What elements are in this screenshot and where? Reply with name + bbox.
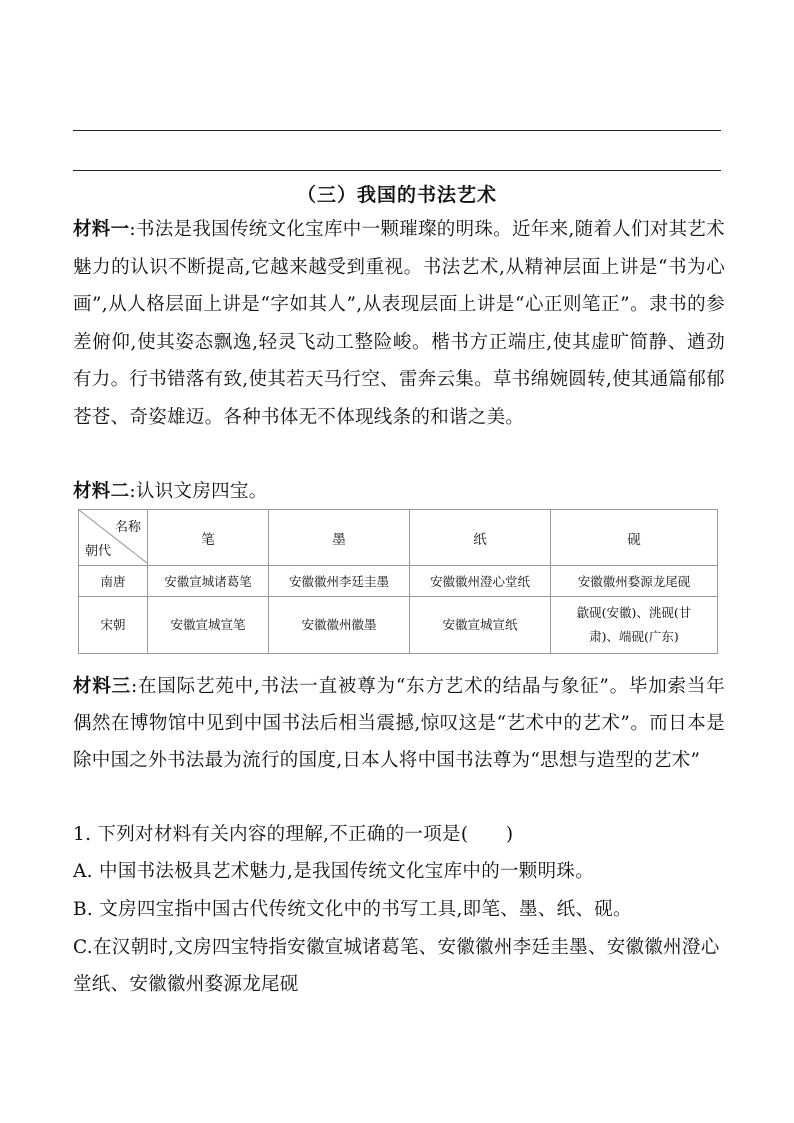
material-3 [73, 668, 725, 779]
dynasty-cell: 南唐 [79, 566, 148, 597]
dynasty-cell: 宋朝 [79, 597, 148, 654]
top-rule-2 [73, 170, 721, 171]
material-3-text: :在国际艺苑中,书法一直被尊为“东方艺术的结晶与象征”。毕加索当年偶然在博物馆中见到中国书法后相当震撼,惊叹这是“艺术中的艺术”。而日本是除中国之外书法最为流行的国度,日本人将中国书法尊为“思想与造型的艺术” [73, 676, 726, 771]
header-brush: 笔 [148, 510, 269, 566]
table-row [79, 566, 718, 597]
option-a[interactable]: A. 中国书法极具艺术魅力,是我国传统文化宝库中的一颗明珠。 [73, 861, 595, 882]
header-ink: 墨 [269, 510, 410, 566]
corner-label-name: 名称 [114, 520, 141, 535]
table-cell: 安徽徽州婺源龙尾砚 [551, 566, 718, 597]
table-corner-cell [79, 510, 148, 566]
table-header-row [79, 510, 718, 566]
table-cell: 安徽徽州澄心堂纸 [410, 566, 551, 597]
table-cell: 安徽徽州徽墨 [269, 597, 410, 654]
page-title: （三）我国的书法艺术 [296, 184, 497, 206]
material-2 [73, 473, 725, 511]
table-cell: 歙砚(安徽)、洮砚(甘肃)、端砚(广东) [551, 597, 718, 654]
option-c[interactable]: C.在汉朝时,文房四宝特指安徽宣城诸葛笔、安徽徽州李廷圭墨、安徽徽州澄心堂纸、安徽徽州婺源龙尾砚 [73, 937, 720, 995]
table-cell: 安徽徽州李廷圭墨 [269, 566, 410, 597]
four-treasures-table [78, 509, 718, 654]
material-2-label: 材料二 [73, 481, 130, 502]
top-rule-1 [73, 130, 721, 131]
material-2-text: :认识文房四宝。 [129, 481, 268, 502]
table-row [79, 597, 718, 654]
question-stem: 1. 下列对材料有关内容的理解,不正确的一项是( ) [73, 824, 514, 845]
material-3-label: 材料三 [73, 676, 131, 697]
table-cell: 安徽宣城诸葛笔 [148, 566, 269, 597]
option-b[interactable]: B. 文房四宝指中国古代传统文化中的书写工具,即笔、墨、纸、砚。 [73, 899, 632, 920]
table-cell: 安徽宣城宣笔 [148, 597, 269, 654]
corner-label-dynasty: 朝代 [85, 544, 112, 559]
material-1-label: 材料一 [73, 219, 130, 240]
material-1 [73, 211, 725, 436]
header-inkstone: 砚 [551, 510, 718, 566]
material-1-text: :书法是我国传统文化宝库中一颗璀璨的明珠。近年来,随着人们对其艺术魅力的认识不断提高,它越来越受到重视。书法艺术,从精神层面上讲是“书为心画”,从人格层面上讲是“字如其人”,从表现层面上讲是“心正则笔正”。隶书的参差俯仰,使其姿态飘逸,轻灵飞动工整险峻。楷书方正端庄,使其虚旷简静、遒劲有力。行书错落有致,使其若天马行空、雷奔云集。草书绵婉圆转,使其通篇郁郁苍苍、奇姿雄迈。各种书体无不体现线条的和谐之美。 [73, 219, 725, 428]
header-paper: 纸 [410, 510, 551, 566]
table-cell: 安徽宣城宣纸 [410, 597, 551, 654]
